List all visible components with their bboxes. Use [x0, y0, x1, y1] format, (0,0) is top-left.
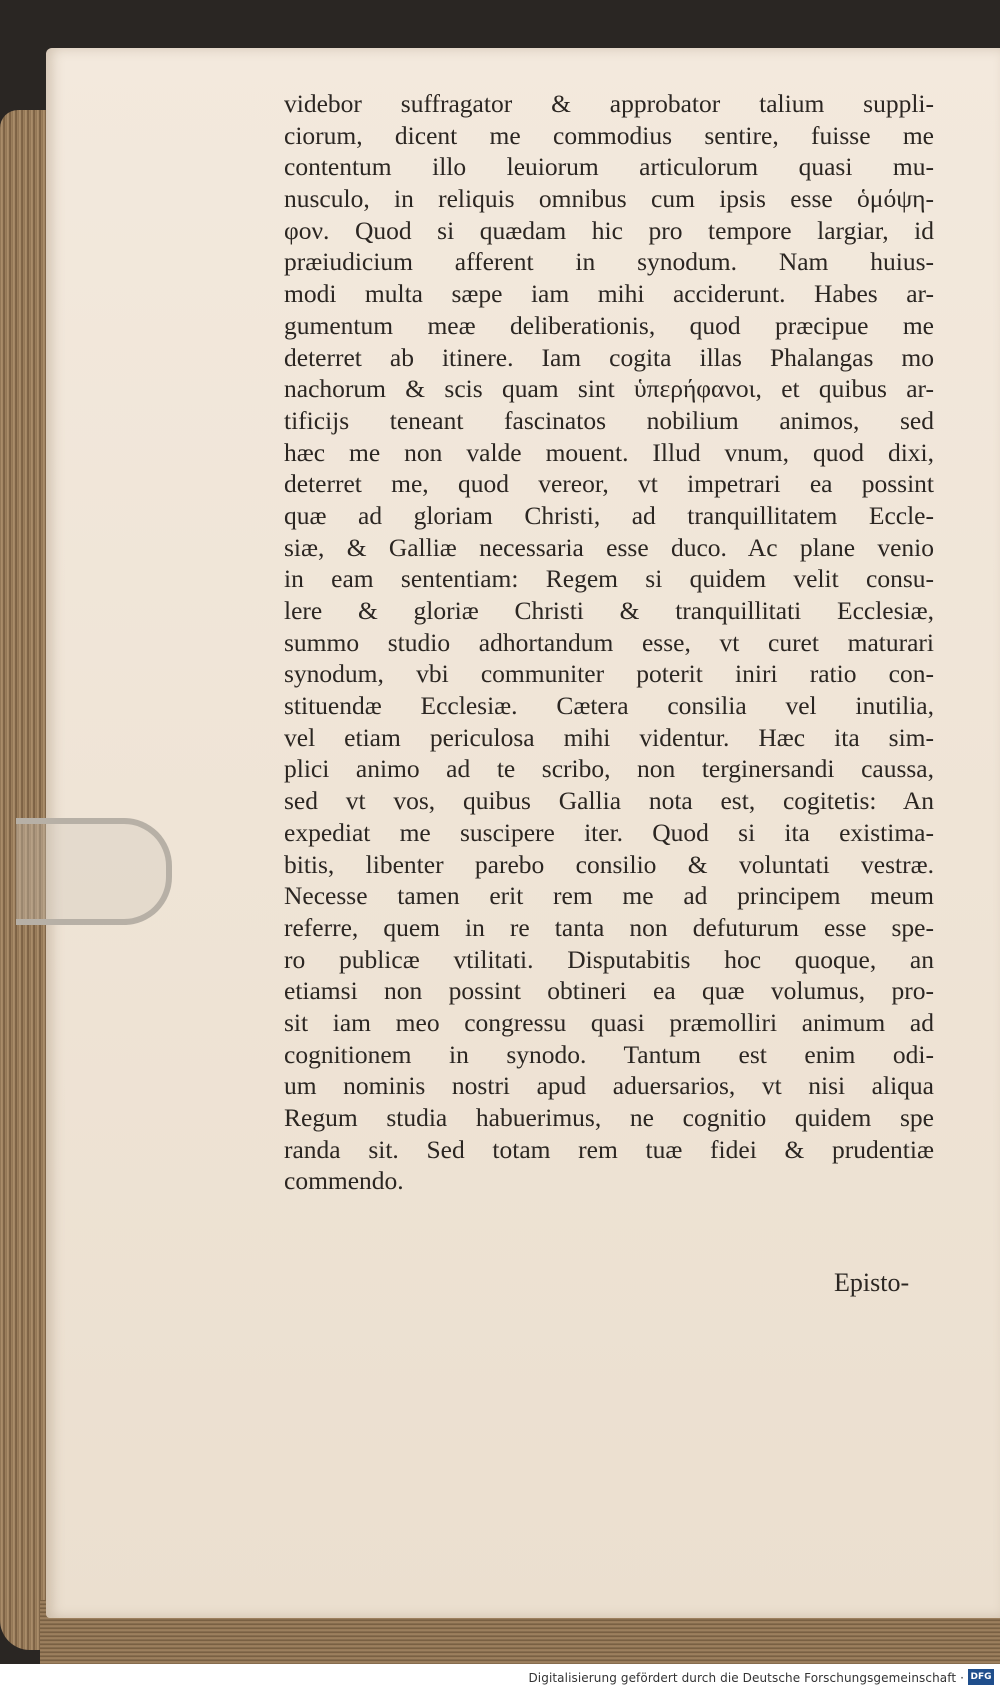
text-line: plici animo ad te scribo, non terginersandi caussa,: [284, 754, 934, 784]
text-line: nusculo, in reliquis omnibus cum ipsis esse ὁμόψη-: [284, 184, 934, 214]
text-line: siæ, & Galliæ necessaria esse duco. Ac plane venio: [284, 532, 934, 562]
text-line: summo studio adhortandum esse, vt curet maturari: [284, 627, 934, 657]
page-clip: [16, 818, 172, 925]
text-line: sit iam meo congressu quasi præmolliri animum ad: [284, 1007, 934, 1037]
text-line: cognitionem in synodo. Tantum est enim odi-: [284, 1039, 934, 1069]
text-line: ro publicæ vtilitati. Disputabitis hoc quoque, an: [284, 944, 934, 974]
text-line: præiudicium afferent in synodum. Nam huius-: [284, 247, 934, 277]
text-line: sed vt vos, quibus Gallia nota est, cogitetis: An: [284, 786, 934, 816]
text-line: videbor suffragator & approbator talium suppli-: [284, 89, 934, 118]
text-line: bitis, libenter parebo consilio & voluntati vestræ.: [284, 849, 934, 879]
text-line: Regum studia habuerimus, ne cognitio quidem spe: [284, 1103, 934, 1132]
text-line: quæ ad gloriam Christi, ad tranquillitatem Eccle-: [284, 500, 934, 530]
text-line: nachorum & scis quam sint ὑπερήφανοι, et quibus ar-: [284, 374, 934, 404]
page-text: [284, 88, 934, 1197]
text-line: vel etiam periculosa mihi videntur. Hæc ita sim-: [284, 722, 934, 752]
text-line: tificijs teneant fascinatos nobilium animos, sed: [284, 405, 934, 435]
text-line: um nominis nostri apud aduersarios, vt nisi aliqua: [284, 1071, 934, 1101]
text-line: referre, quem in re tanta non defuturum esse spe-: [284, 912, 934, 942]
text-line: Necesse tamen erit rem me ad principem meum: [284, 881, 934, 911]
text-line: randa sit. Sed totam rem tuæ fidei & prudentiæ: [284, 1134, 934, 1164]
text-line: φον. Quod si quædam hic pro tempore largiar, id: [284, 215, 934, 245]
dfg-logo: DFG: [968, 1669, 994, 1685]
text-line: expediat me suscipere iter. Quod si ita existima-: [284, 817, 934, 847]
digitization-footer: [0, 1664, 1000, 1691]
catchword: Episto-: [834, 1268, 910, 1297]
text-line: modi multa sæpe iam mihi acciderunt. Habes ar-: [284, 279, 934, 309]
text-line: commendo.: [284, 1166, 404, 1196]
text-line: gumentum meæ deliberationis, quod præcipue me: [284, 310, 934, 340]
text-line: synodum, vbi communiter poterit iniri ratio con-: [284, 659, 934, 689]
text-line: hæc me non valde mouent. Illud vnum, quod dixi,: [284, 437, 934, 467]
text-line: lere & gloriæ Christi & tranquillitati Ecclesiæ,: [284, 596, 934, 625]
text-line: in eam sententiam: Regem si quidem velit consu-: [284, 564, 934, 594]
text-line: deterret ab itinere. Iam cogita illas Phalangas mo: [284, 342, 934, 372]
text-line: deterret me, quod vereor, vt impetrari ea possint: [284, 469, 934, 499]
bleed-through-text: [280, 1230, 286, 1257]
text-line: stituendæ Ecclesiæ. Cætera consilia vel inutilia,: [284, 691, 934, 721]
text-line: etiamsi non possint obtineri ea quæ volumus, pro-: [284, 976, 934, 1006]
text-line: contentum illo leuiorum articulorum quasi mu-: [284, 152, 934, 182]
text-line: ciorum, dicent me commodius sentire, fuisse me: [284, 120, 934, 150]
funding-credit: Digitalisierung gefördert durch die Deutsche Forschungsgemeinschaft ·: [528, 1671, 964, 1685]
